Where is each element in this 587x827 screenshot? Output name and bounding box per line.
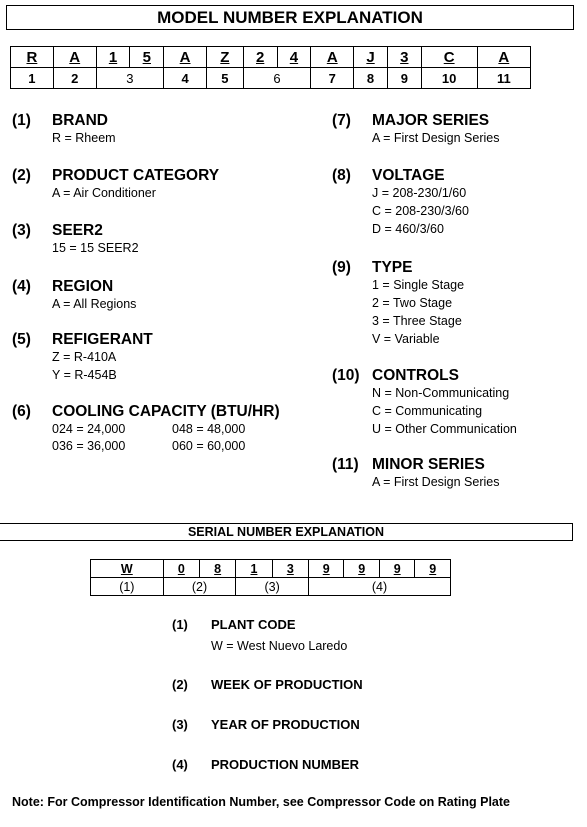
section-line: V = Variable — [372, 332, 440, 346]
serial-char-cell: 9 — [415, 560, 451, 578]
section-heading: REGION — [52, 278, 114, 295]
model-position-cell: 10 — [421, 68, 477, 89]
model-char-cell: 1 — [96, 47, 130, 68]
serial-char-cell: 0 — [163, 560, 199, 578]
section-line: A = First Design Series — [372, 131, 500, 145]
serial-char-cell: 9 — [379, 560, 414, 578]
section-number: (7) — [332, 112, 351, 129]
model-position-cell: 5 — [207, 68, 244, 89]
section-number: (1) — [12, 112, 31, 129]
serial-char-cell: W — [91, 560, 164, 578]
model-char-cell: 4 — [277, 47, 311, 68]
section-heading: PRODUCT CATEGORY — [52, 167, 220, 184]
section-line: U = Other Communication — [372, 422, 517, 436]
section-number: (5) — [12, 331, 31, 348]
serial-char-cell: 3 — [272, 560, 308, 578]
model-char-cell: A — [477, 47, 530, 68]
capacity-value: 060 = 60,000 — [172, 439, 246, 453]
serial-char-cell: 8 — [199, 560, 235, 578]
section-number: (11) — [332, 456, 359, 473]
serial-item-number: (3) — [172, 717, 188, 732]
section-number: (6) — [12, 403, 31, 420]
serial-char-cell: 9 — [344, 560, 379, 578]
serial-position-cell: (1) — [91, 578, 164, 596]
section-line: Z = R-410A — [52, 350, 117, 364]
model-position-cell: 4 — [164, 68, 207, 89]
model-char-cell: 3 — [387, 47, 421, 68]
section-line: A = Air Conditioner — [52, 186, 156, 200]
section-line: Y = R-454B — [52, 368, 117, 382]
serial-section-title: SERIAL NUMBER EXPLANATION — [0, 523, 573, 541]
serial-char-cell: 1 — [236, 560, 272, 578]
model-position-cell: 7 — [311, 68, 354, 89]
model-number-table — [10, 46, 531, 89]
section-line: R = Rheem — [52, 131, 116, 145]
section-heading: REFIGERANT — [52, 331, 153, 348]
model-char-cell: A — [311, 47, 354, 68]
footnote: Note: For Compressor Identification Number, see Compressor Code on Rating Plate — [12, 795, 510, 809]
serial-positions-row — [91, 578, 451, 596]
serial-item-number: (4) — [172, 757, 188, 772]
page-title: MODEL NUMBER EXPLANATION — [6, 5, 574, 30]
model-position-cell: 8 — [354, 68, 388, 89]
section-number: (9) — [332, 259, 351, 276]
section-number: (3) — [12, 222, 31, 239]
model-char-cell: 2 — [243, 47, 277, 68]
serial-item-heading: PLANT CODE — [211, 617, 296, 632]
section-heading: VOLTAGE — [372, 167, 445, 184]
section-heading: MINOR SERIES — [372, 456, 485, 473]
section-line: 2 = Two Stage — [372, 296, 453, 310]
serial-number-table — [90, 559, 451, 596]
serial-item-heading: WEEK OF PRODUCTION — [211, 677, 363, 692]
section-line: D = 460/3/60 — [372, 222, 444, 236]
model-position-cell: 9 — [387, 68, 421, 89]
section-line: A = All Regions — [52, 297, 137, 311]
serial-item-number: (2) — [172, 677, 188, 692]
section-line: C = Communicating — [372, 404, 483, 418]
section-line: N = Non-Communicating — [372, 386, 510, 400]
section-heading: COOLING CAPACITY (BTU/HR) — [52, 403, 280, 420]
serial-position-cell: (2) — [163, 578, 236, 596]
section-line: A = First Design Series — [372, 475, 500, 489]
serial-item-number: (1) — [172, 617, 188, 632]
model-char-cell: J — [354, 47, 388, 68]
serial-position-cell: (3) — [236, 578, 309, 596]
section-heading: TYPE — [372, 259, 413, 276]
section-number: (2) — [12, 167, 31, 184]
serial-item-heading: YEAR OF PRODUCTION — [211, 717, 360, 732]
serial-item-line: W = West Nuevo Laredo — [211, 639, 348, 653]
section-line: J = 208-230/1/60 — [372, 186, 467, 200]
model-position-cell: 1 — [11, 68, 54, 89]
section-number: (8) — [332, 167, 351, 184]
section-heading: MAJOR SERIES — [372, 112, 490, 129]
model-char-cell: 5 — [130, 47, 164, 68]
section-line: C = 208-230/3/60 — [372, 204, 469, 218]
capacity-value: 036 = 36,000 — [52, 439, 126, 453]
model-char-cell: A — [164, 47, 207, 68]
model-position-cell: 11 — [477, 68, 530, 89]
capacity-value: 048 = 48,000 — [172, 422, 246, 436]
section-heading: BRAND — [52, 112, 108, 129]
capacity-value: 024 = 24,000 — [52, 422, 126, 436]
serial-chars-row — [91, 560, 451, 578]
model-position-cell: 6 — [243, 68, 311, 89]
model-positions-row — [11, 68, 531, 89]
serial-char-cell: 9 — [308, 560, 343, 578]
model-position-cell: 3 — [96, 68, 164, 89]
model-position-cell: 2 — [53, 68, 96, 89]
model-char-cell: R — [11, 47, 54, 68]
model-char-cell: A — [53, 47, 96, 68]
section-heading: SEER2 — [52, 222, 103, 239]
section-line: 1 = Single Stage — [372, 278, 465, 292]
section-line: 3 = Three Stage — [372, 314, 462, 328]
model-chars-row — [11, 47, 531, 68]
model-char-cell: Z — [207, 47, 244, 68]
serial-item-heading: PRODUCTION NUMBER — [211, 757, 360, 772]
section-heading: CONTROLS — [372, 367, 459, 384]
section-number: (10) — [332, 367, 360, 384]
section-line: 15 = 15 SEER2 — [52, 241, 139, 255]
serial-position-cell: (4) — [308, 578, 450, 596]
model-char-cell: C — [421, 47, 477, 68]
section-number: (4) — [12, 278, 31, 295]
